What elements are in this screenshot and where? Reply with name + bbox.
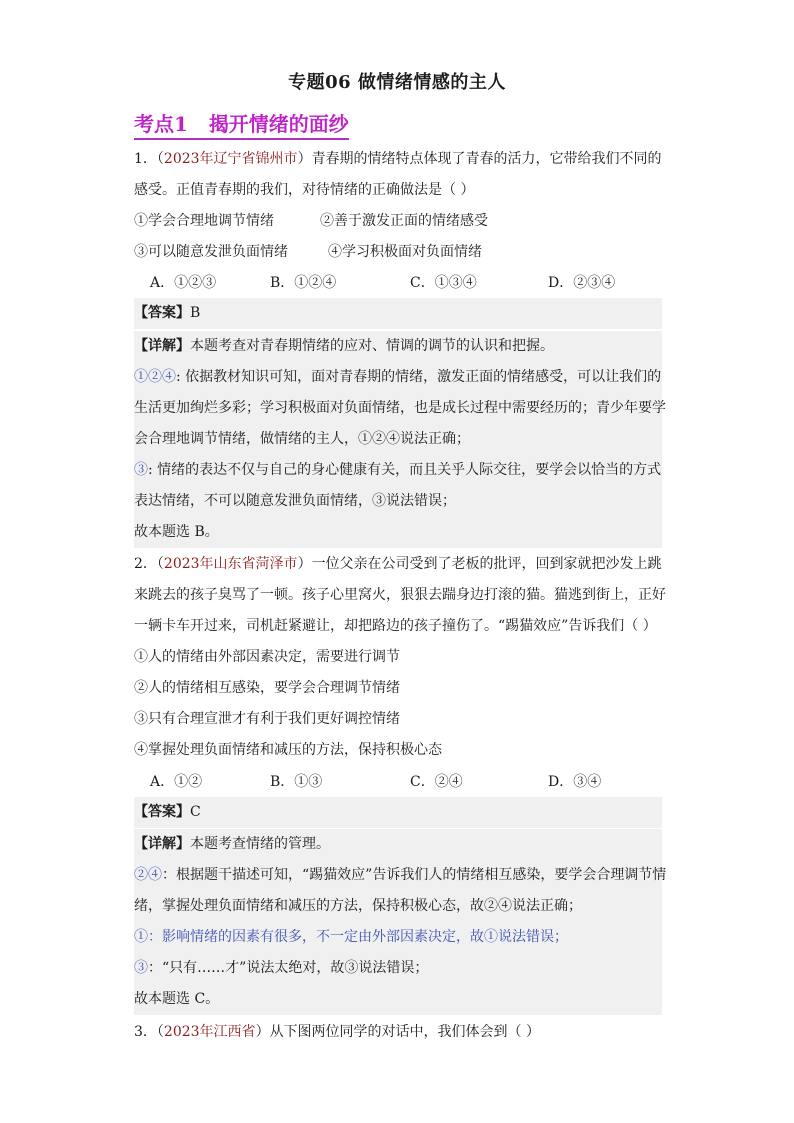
- q1-explain-1a: ①②④: 依据教材知识可知，面对青春期的情绪，激发正面的情绪感受，可以让我们的: [134, 362, 662, 393]
- q2-statement-4: ④掌握处理负面情绪和减压的方法，保持积极心态: [134, 742, 442, 758]
- q1-statement-1: ①学会合理地调节情绪: [134, 213, 274, 229]
- q2-statement-1: ①人的情绪由外部因素决定，需要进行调节: [134, 649, 400, 665]
- q1-statement-4: ④学习积极面对负面情绪: [328, 244, 482, 260]
- q2-explain-1a: ②④：根据题干描述可知，“踢猫效应”告诉我们人的情绪相互感染，要学会合理调节情: [134, 860, 662, 891]
- q2-stem-line1: 2．（2023年山东省菏泽市）一位父亲在公司受到了老板的批评，回到家就把沙发上跳: [134, 556, 662, 572]
- q1-stem-line1: 1．（2023年辽宁省锦州市）青春期的情绪特点体现了青春的活力，它带给我们不同的: [134, 151, 662, 167]
- q1-stem-line2: 感受。正值青春期的我们，对待情绪的正确做法是（ ）: [134, 182, 475, 198]
- q3-source: 2023年江西省: [163, 1024, 256, 1040]
- q1-option-d[interactable]: D．②③④: [548, 275, 616, 291]
- q2-option-b[interactable]: B．①③: [270, 774, 323, 790]
- q2-option-a[interactable]: A．①②: [150, 774, 203, 790]
- q2-detail: 【详解】本题考查情绪的管理。: [134, 829, 662, 860]
- q2-explain-3: ③：“只有……才”说法太绝对，故③说法错误；: [134, 953, 662, 984]
- q1-explain-2b: 表达情绪，不可以随意发泄负面情绪，③说法错误；: [134, 486, 662, 517]
- q1-conclusion: 故本题选 B。: [134, 517, 662, 548]
- q1-option-b[interactable]: B．①②④: [270, 275, 337, 291]
- q1-option-a[interactable]: A．①②③: [150, 275, 217, 291]
- q1-statement-3: ③可以随意发泄负面情绪: [134, 244, 288, 260]
- q2-stem-line3: 一辆卡车开过来，司机赶紧避让，却把路边的孩子撞伤了。“踢猫效应”告诉我们（ ）: [134, 618, 657, 634]
- q2-explain-1b: 绪，掌握处理负面情绪和减压的方法，保持积极心态，故②④说法正确；: [134, 891, 662, 922]
- q1-option-c[interactable]: C．①③④: [410, 275, 477, 291]
- q2-stem-line2: 来跳去的孩子臭骂了一顿。孩子心里窝火，狠狠去踹身边打滚的猫。猫逃到街上，正好: [134, 587, 666, 603]
- q2-statement-3: ③只有合理宣泄才有利于我们更好调控情绪: [134, 711, 400, 727]
- q1-explain-2a: ③: 情绪的表达不仅与自己的身心健康有关，而且关乎人际交往，要学会以恰当的方式: [134, 455, 662, 486]
- q2-statement-2: ②人的情绪相互感染，要学会合理调节情绪: [134, 680, 400, 696]
- q2-explain-2: ①：影响情绪的因素有很多，不一定由外部因素决定，故①说法错误；: [134, 922, 662, 953]
- q2-option-d[interactable]: D．③④: [548, 774, 602, 790]
- section-label: 考点1: [134, 112, 188, 136]
- q1-statement-2: ②善于激发正面的情绪感受: [320, 213, 488, 229]
- section-heading: [134, 108, 349, 140]
- q1-source: 2023年辽宁省锦州市: [163, 151, 298, 167]
- q2-source: 2023年山东省菏泽市: [163, 556, 298, 572]
- q3-stem: 3．（2023年江西省）从下图两位同学的对话中，我们体会到（ ）: [134, 1024, 541, 1040]
- page-title: 专题06 做情绪情感的主人: [288, 72, 506, 93]
- section-text: 揭开情绪的面纱: [208, 112, 349, 136]
- q1-detail: 【详解】本题考查对青春期情绪的应对、情调的调节的认识和把握。: [134, 331, 662, 362]
- q1-answer: 【答案】B: [134, 298, 662, 329]
- q1-explain-1c: 会合理地调节情绪，做情绪的主人，①②④说法正确；: [134, 424, 662, 455]
- q2-answer: 【答案】C: [134, 797, 662, 828]
- q1-explain-1b: 生活更加绚烂多彩；学习积极面对负面情绪，也是成长过程中需要经历的；青少年要学: [134, 393, 662, 424]
- q2-conclusion: 故本题选 C。: [134, 984, 662, 1015]
- q2-option-c[interactable]: C．②④: [410, 774, 463, 790]
